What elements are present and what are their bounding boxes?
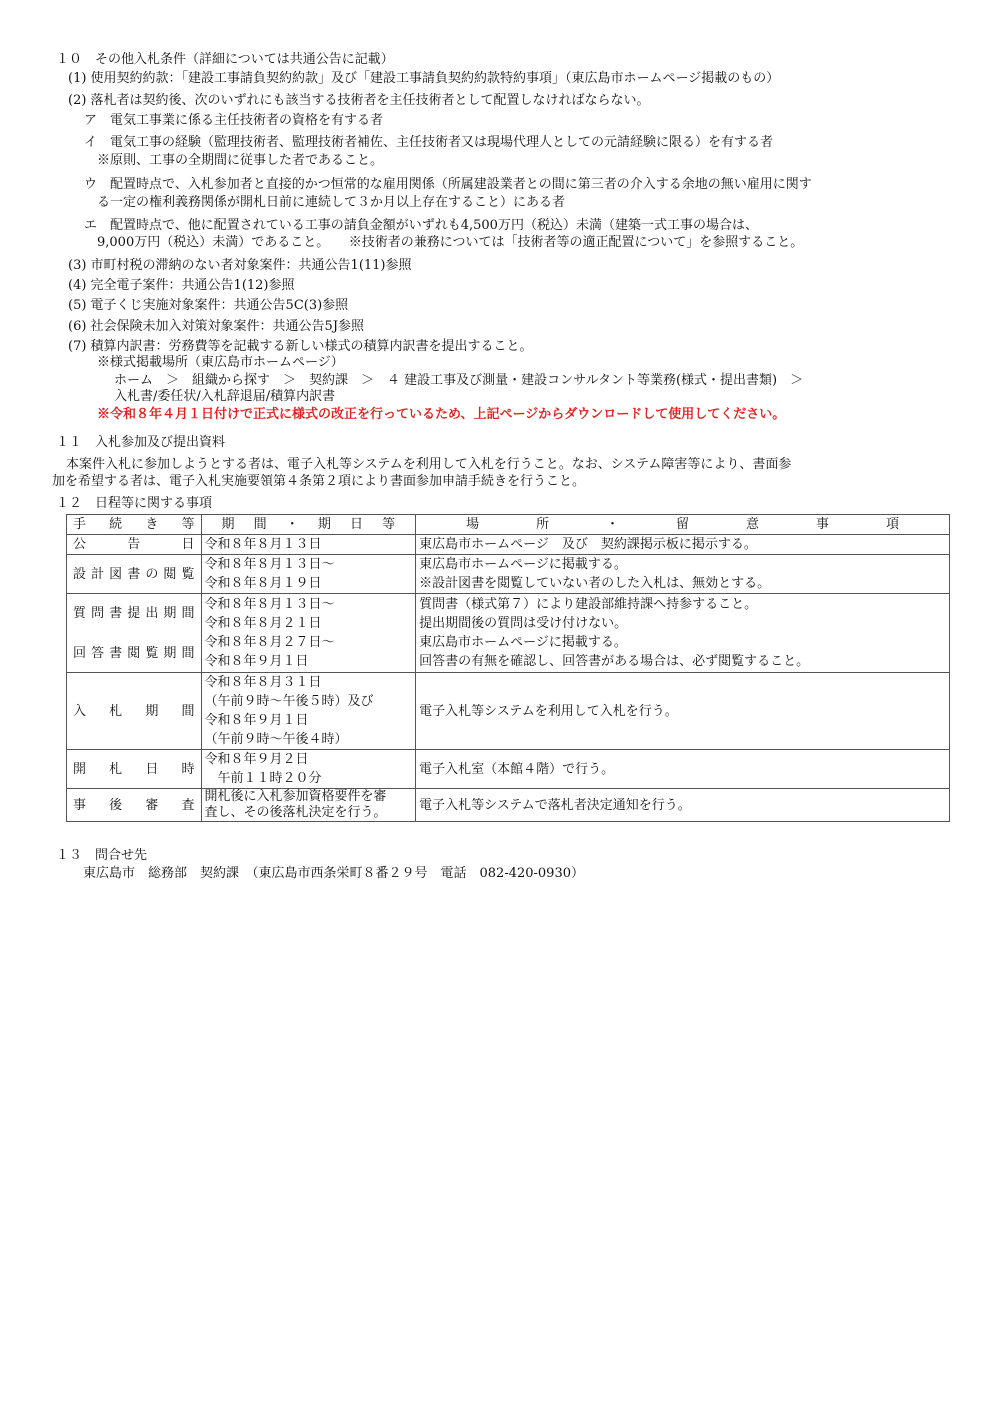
date-line: 令和８年９月１日	[204, 713, 309, 728]
header-procedure: 手続き等	[67, 515, 202, 535]
date-end: 令和８年９月１日	[204, 654, 309, 669]
row-note-design-docs	[416, 555, 950, 594]
row-note-post-review: 電子入札等システムで落札者決定通知を行う。	[416, 789, 950, 822]
item-10-7-path: ホーム ＞ 組織から探す ＞ 契約課 ＞ ４ 建設工事及び測量・建設コンサルタント等業務(様式・提出書類) ＞	[114, 373, 804, 388]
date-start: 令和８年８月１３日～	[204, 597, 335, 612]
section-10-title: １０ その他入札条件（詳細については共通公告に記載）	[56, 52, 394, 67]
item-10-4: (4) 完全電子案件：共通公告1(12)参照	[68, 278, 295, 293]
date-line: 令和８年９月２日	[204, 752, 309, 767]
item-10-2-b: イ 電気工事の経験（監理技術者、監理技術者補佐、主任技術者又は現場代理人としての元請経験に限る）を有する者	[84, 135, 774, 150]
section-13-title: １３ 問合せ先	[56, 848, 148, 863]
contact-info: 東広島市 総務部 契約課 （東広島市西条栄町８番２９号 電話 082-420-0930）	[83, 866, 584, 881]
row-date-post-review	[201, 789, 416, 822]
row-date-announcement: 令和８年８月１３日	[201, 535, 416, 555]
item-10-2-a: ア 電気工事業に係る主任技術者の資格を有する者	[84, 113, 384, 128]
desc-line: 開札後に入札参加資格要件を審	[204, 789, 387, 804]
note-line: 東広島市ホームページに掲載する。	[419, 635, 627, 650]
row-note-announcement: 東広島市ホームページ 及び 契約課掲示板に掲示する。	[416, 535, 950, 555]
item-10-1: (1) 使用契約約款：「建設工事請負契約約款」及び「建設工事請負契約約款特約事項」（東広島市ホームページ掲載のもの）	[68, 71, 780, 86]
row-label-announcement: 公告日	[67, 535, 202, 555]
item-10-2-c-cont: る一定の権利義務関係が開札日前に連続して３か月以上存在すること）にある者	[97, 195, 566, 210]
row-date-opening	[201, 750, 416, 789]
row-label-bidding: 入札期間	[67, 673, 202, 750]
label-questions: 質問書提出期間	[73, 605, 195, 621]
date-end: 令和８年８月２１日	[204, 616, 322, 631]
note-line: 提出期間後の質問は受け付けない。	[419, 616, 628, 631]
section-12-title: １２ 日程等に関する事項	[56, 496, 213, 511]
item-10-2-d: エ 配置時点で、他に配置されている工事の請負金額がいずれも4,500万円（税込）未満（建築一式工事の場合は、	[84, 218, 758, 233]
item-10-2-d-cont: 9,000万円（税込）未満）であること。 ※技術者の兼務については「技術者等の適正配置について」を参照すること。	[97, 235, 804, 250]
table-row	[67, 594, 950, 673]
table-row	[67, 789, 950, 822]
date-line: （午前９時～午後４時）	[204, 732, 348, 747]
item-10-6: (6) 社会保険未加入対策対象案件：共通公告5J参照	[68, 319, 365, 334]
section-11-text-1: 本案件入札に参加しようとする者は、電子入札等システムを利用して入札を行うこと。なお、システム障害等により、書面参	[66, 457, 792, 472]
header-place-notes: 場所・留意事項	[416, 515, 950, 535]
row-label-design-docs: 設計図書の閲覧	[67, 555, 202, 594]
label-spacer	[73, 623, 195, 644]
item-10-2-c: ウ 配置時点で、入札参加者と直接的かつ恒常的な雇用関係（所属建設業者との間に第三者の介入する余地の無い雇用に関す	[84, 177, 812, 192]
note-line: 回答書の有無を確認し、回答書がある場合は、必ず閲覧すること。	[419, 654, 810, 669]
item-10-2-b-note: ※原則、工事の全期間に従事した者であること。	[97, 153, 384, 168]
date-end: 令和８年８月１９日	[204, 576, 322, 591]
header-period: 期間・期日等	[201, 515, 416, 535]
date-line: 令和８年８月３１日	[204, 675, 322, 690]
note-line: 東広島市ホームページに掲載する。	[419, 557, 627, 572]
date-line: （午前９時～午後５時）及び	[204, 694, 374, 709]
date-start: 令和８年８月１３日～	[204, 557, 335, 572]
label-answers: 回答書閲覧期間	[73, 645, 195, 661]
time-line: 午前１１時２０分	[217, 771, 322, 786]
row-note-questions-answers	[416, 594, 950, 673]
row-label-questions-answers	[67, 594, 202, 673]
table-header-row	[67, 515, 950, 535]
desc-line: 査し、その後落札決定を行う。	[204, 805, 387, 820]
section-11-title: １１ 入札参加及び提出資料	[56, 435, 226, 450]
schedule-table	[66, 514, 950, 822]
row-label-post-review: 事後審査	[67, 789, 202, 822]
item-10-2: (2) 落札者は契約後、次のいずれにも該当する技術者を主任技術者として配置しなければならない。	[68, 93, 650, 108]
item-10-7-notice: ※令和８年４月１日付けで正式に様式の改正を行っているため、上記ページからダウンロードして使用してください。	[97, 407, 786, 422]
item-10-3: (3) 市町村税の滞納のない者対象案件：共通公告1(11)参照	[68, 258, 412, 273]
note-line: 質問書（様式第７）により建設部維持課へ持参すること。	[419, 597, 758, 612]
section-11-text-2: 加を希望する者は、電子入札実施要領第４条第２項により書面参加申請手続きを行うこと。	[52, 474, 586, 489]
row-note-bidding: 電子入札等システムを利用して入札を行う。	[416, 673, 950, 750]
item-10-7-location: ※様式掲載場所（東広島市ホームページ）	[97, 355, 344, 370]
table-row	[67, 535, 950, 555]
row-date-bidding	[201, 673, 416, 750]
row-date-questions-answers	[201, 594, 416, 673]
table-row	[67, 750, 950, 789]
row-date-design-docs	[201, 555, 416, 594]
row-note-opening: 電子入札室（本館４階）で行う。	[416, 750, 950, 789]
date-start: 令和８年８月２７日～	[204, 635, 335, 650]
item-10-5: (5) 電子くじ実施対象案件：共通公告5C(3)参照	[68, 298, 349, 313]
table-row	[67, 555, 950, 594]
row-label-opening: 開札日時	[67, 750, 202, 789]
item-10-7: (7) 積算内訳書：労務費等を記載する新しい様式の積算内訳書を提出すること。	[68, 339, 533, 354]
note-line: ※設計図書を閲覧していない者のした入札は、無効とする。	[419, 576, 771, 591]
item-10-7-path-cont: 入札書/委任状/入札辞退届/積算内訳書	[114, 389, 336, 404]
table-row	[67, 673, 950, 750]
